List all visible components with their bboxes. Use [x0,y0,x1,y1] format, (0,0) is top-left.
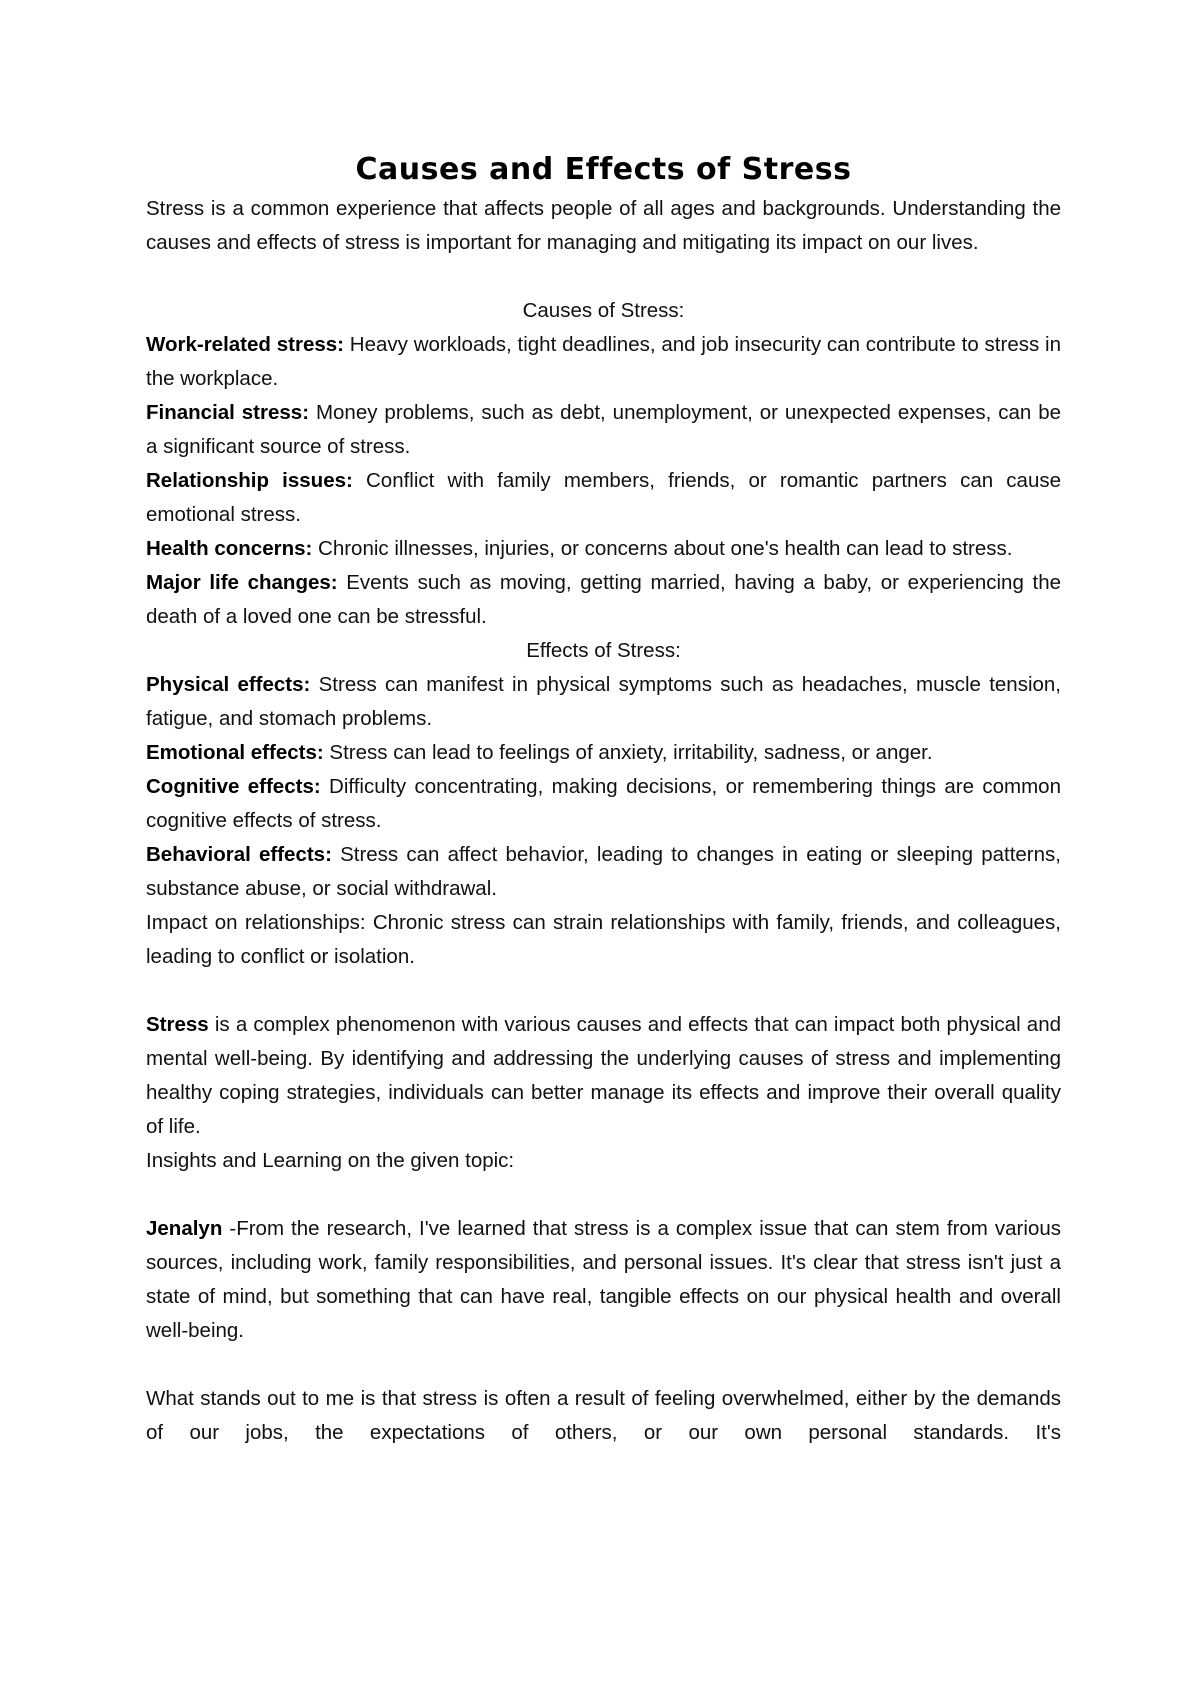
cause-text: Events such as moving, getting married, having a baby, or experiencing the death of a loved one can be stressful. [146,571,1061,628]
impact-paragraph: Impact on relationships: Chronic stress can strain relationships with family, friends, and colleagues, leading to conflict or isolation. [146,911,1061,968]
blank-line [146,974,1061,1008]
effect-label: Behavioral effects: [146,843,332,866]
conclusion-paragraph [146,1008,1061,1144]
insights-heading: Insights and Learning on the given topic: [146,1149,515,1172]
effect-text: Difficulty concentrating, making decisions, or remembering things are common cognitive effects of stress. [146,775,1061,832]
effect-text: Stress can affect behavior, leading to changes in eating or sleeping patterns, substance abuse, or social withdrawal. [146,843,1061,900]
effect-text: Stress can manifest in physical symptoms such as headaches, muscle tension, fatigue, and stomach problems. [146,673,1061,730]
effects-heading: Effects of Stress: [526,639,681,662]
final-paragraph: What stands out to me is that stress is often a result of feeling overwhelmed, either by the demands of our jobs, the expectations of others, or our own personal standards. It's [146,1387,1061,1444]
effect-item-behavioral [146,838,1061,906]
document-title: Causes and Effects of Stress [355,152,852,187]
cause-label: Health concerns: [146,537,313,560]
jenalyn-paragraph [146,1212,1061,1348]
conclusion-text: is a complex phenomenon with various causes and effects that can impact both physical and mental well-being. By identifying and addressing the underlying causes of stress and implementing healthy coping strategies, individuals can better manage its effects and improve their overall quality of life. [146,1013,1061,1138]
cause-label: Work-related stress: [146,333,344,356]
blank-line [146,1178,1061,1212]
cause-label: Financial stress: [146,401,310,424]
effect-item-physical [146,668,1061,736]
effect-label: Emotional effects: [146,741,324,764]
jenalyn-text: -From the research, I've learned that stress is a complex issue that can stem from various sources, including work, family responsibilities, and personal issues. It's clear that stress isn't just a state of mind, but something that can have real, tangible effects on our physical health and overall well-being. [146,1217,1061,1342]
cause-label: Relationship issues: [146,469,353,492]
cause-item-financial [146,396,1061,464]
jenalyn-label: Jenalyn [146,1217,223,1240]
effect-text: Stress can lead to feelings of anxiety, irritability, sadness, or anger. [323,741,933,764]
cause-label: Major life changes: [146,571,338,594]
blank-line [146,260,1061,294]
effect-label: Physical effects: [146,673,311,696]
cause-item-life-changes [146,566,1061,634]
cause-text: Heavy workloads, tight deadlines, and job insecurity can contribute to stress in the workplace. [146,333,1061,390]
document-body [146,150,1061,1450]
effect-label: Cognitive effects: [146,775,321,798]
cause-text: Chronic illnesses, injuries, or concerns about one's health can lead to stress. [312,537,1013,560]
intro-paragraph: Stress is a common experience that affects people of all ages and backgrounds. Understanding the causes and effects of stress is important for managing and mitigating its impact on our lives. [146,197,1061,254]
effect-item-emotional [146,736,1061,770]
blank-line [146,1348,1061,1382]
conclusion-label: Stress [146,1013,209,1036]
cause-item-relationship [146,464,1061,532]
cause-text: Money problems, such as debt, unemployment, or unexpected expenses, can be a significant source of stress. [146,401,1061,458]
cause-item-health [146,532,1061,566]
causes-heading: Causes of Stress: [522,299,685,322]
effect-item-cognitive [146,770,1061,838]
cause-text: Conflict with family members, friends, or romantic partners can cause emotional stress. [146,469,1061,526]
cause-item-work [146,328,1061,396]
